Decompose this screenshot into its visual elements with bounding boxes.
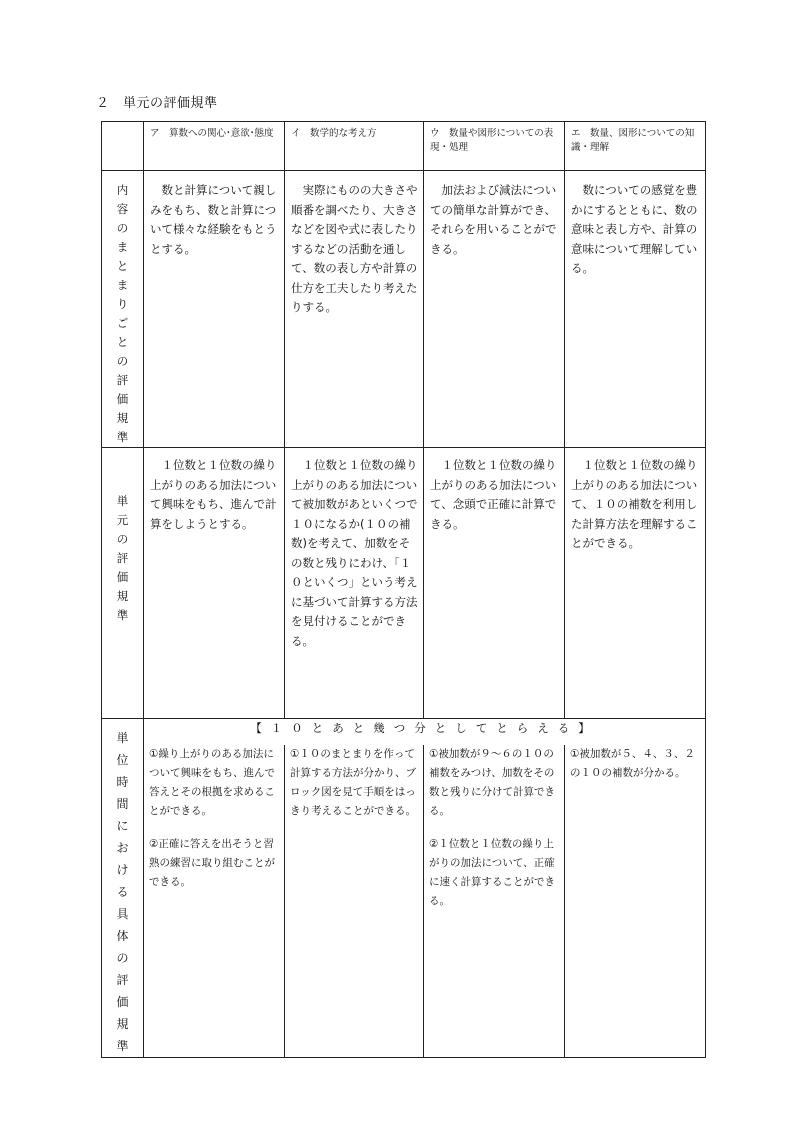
content-criteria-label: 内容のまとまりごとの評価規準	[116, 183, 129, 444]
lesson-thinking	[285, 745, 424, 1057]
unit-criteria-row	[102, 448, 706, 719]
unit-criteria-label-cell	[102, 448, 144, 719]
lesson-expression-item: ①被加数が９～６の１０の補数をみつけ、加数をその数と残りに分けて計算できる。	[429, 748, 555, 818]
lesson-knowledge-item: ①被加数が５、４、３、２の１０の補数が分かる。	[570, 748, 695, 780]
lesson-criteria-row	[102, 745, 706, 1057]
header-expression: ウ 数量や図形についての表現・処理	[424, 122, 565, 171]
lesson-banner-row	[102, 719, 706, 746]
header-attitude: ア 算数への関心･意欲･態度	[144, 122, 285, 171]
corner-cell	[102, 122, 144, 171]
content-knowledge: 数についての感覚を豊かにするとともに、数の意味と表し方や、計算の意味について理解している。	[565, 171, 706, 448]
lesson-expression	[424, 745, 565, 1057]
lesson-criteria-label: 単位時間における具体の評価規準	[116, 731, 129, 1053]
lesson-criteria-label-cell	[102, 719, 144, 1058]
content-expression: 加法および減法についての簡単な計算ができ、それらを用いることができる。	[424, 171, 565, 448]
lesson-banner: 【１０とあと幾つ分としてとらえる】	[144, 719, 706, 746]
lesson-knowledge	[565, 745, 706, 1057]
header-thinking: イ 数学的な考え方	[285, 122, 424, 171]
content-thinking: 実際にものの大きさや順番を調べたり、大きさなどを図や式に表したりするなどの活動を通して、数の表し方や計算の仕方を工夫したり考えたりする。	[285, 171, 424, 448]
content-attitude: 数と計算について親しみをもち、数と計算について様々な経験をもとうとする。	[144, 171, 285, 448]
evaluation-criteria-table	[101, 121, 706, 1058]
lesson-expression-item: ②１位数と１位数の繰り上がりの加法について、正確に速く計算することができる。	[429, 838, 555, 908]
lesson-attitude-item: ①繰り上がりのある加法について興味をもち、進んで答えとその根拠を求めることができる。	[149, 748, 275, 818]
unit-expression: １位数と１位数の繰り上がりのある加法について、念頭で正確に計算できる。	[424, 448, 565, 719]
content-criteria-label-cell	[102, 171, 144, 448]
section-title: ２ 単元の評価規準	[96, 96, 218, 111]
header-row	[102, 122, 706, 171]
unit-thinking: １位数と１位数の繰り上がりのある加法について被加数があといくつで１０になるか(１０の補数)を考えて、加数をその数と残りにわけ、「１０といくつ」という考えに基づいて計算する方法を見付けることができる。	[285, 448, 424, 719]
content-criteria-row	[102, 171, 706, 448]
unit-attitude: １位数と１位数の繰り上がりのある加法について興味をもち、進んで計算をしようとする。	[144, 448, 285, 719]
lesson-attitude-item: ②正確に答えを出そうと習熟の練習に取り組むことができる。	[149, 838, 275, 889]
lesson-attitude	[144, 745, 285, 1057]
lesson-thinking-item: ①１０のまとまりを作って計算する方法が分かり、ブロック図を見て手順をはっきり考えることができる。	[290, 748, 416, 818]
unit-criteria-label: 単元の評価規準	[116, 494, 129, 622]
unit-knowledge: １位数と１位数の繰り上がりのある加法について、１０の補数を利用した計算方法を理解することができる。	[565, 448, 706, 719]
header-knowledge: エ 数量、図形についての知識・理解	[565, 122, 706, 171]
